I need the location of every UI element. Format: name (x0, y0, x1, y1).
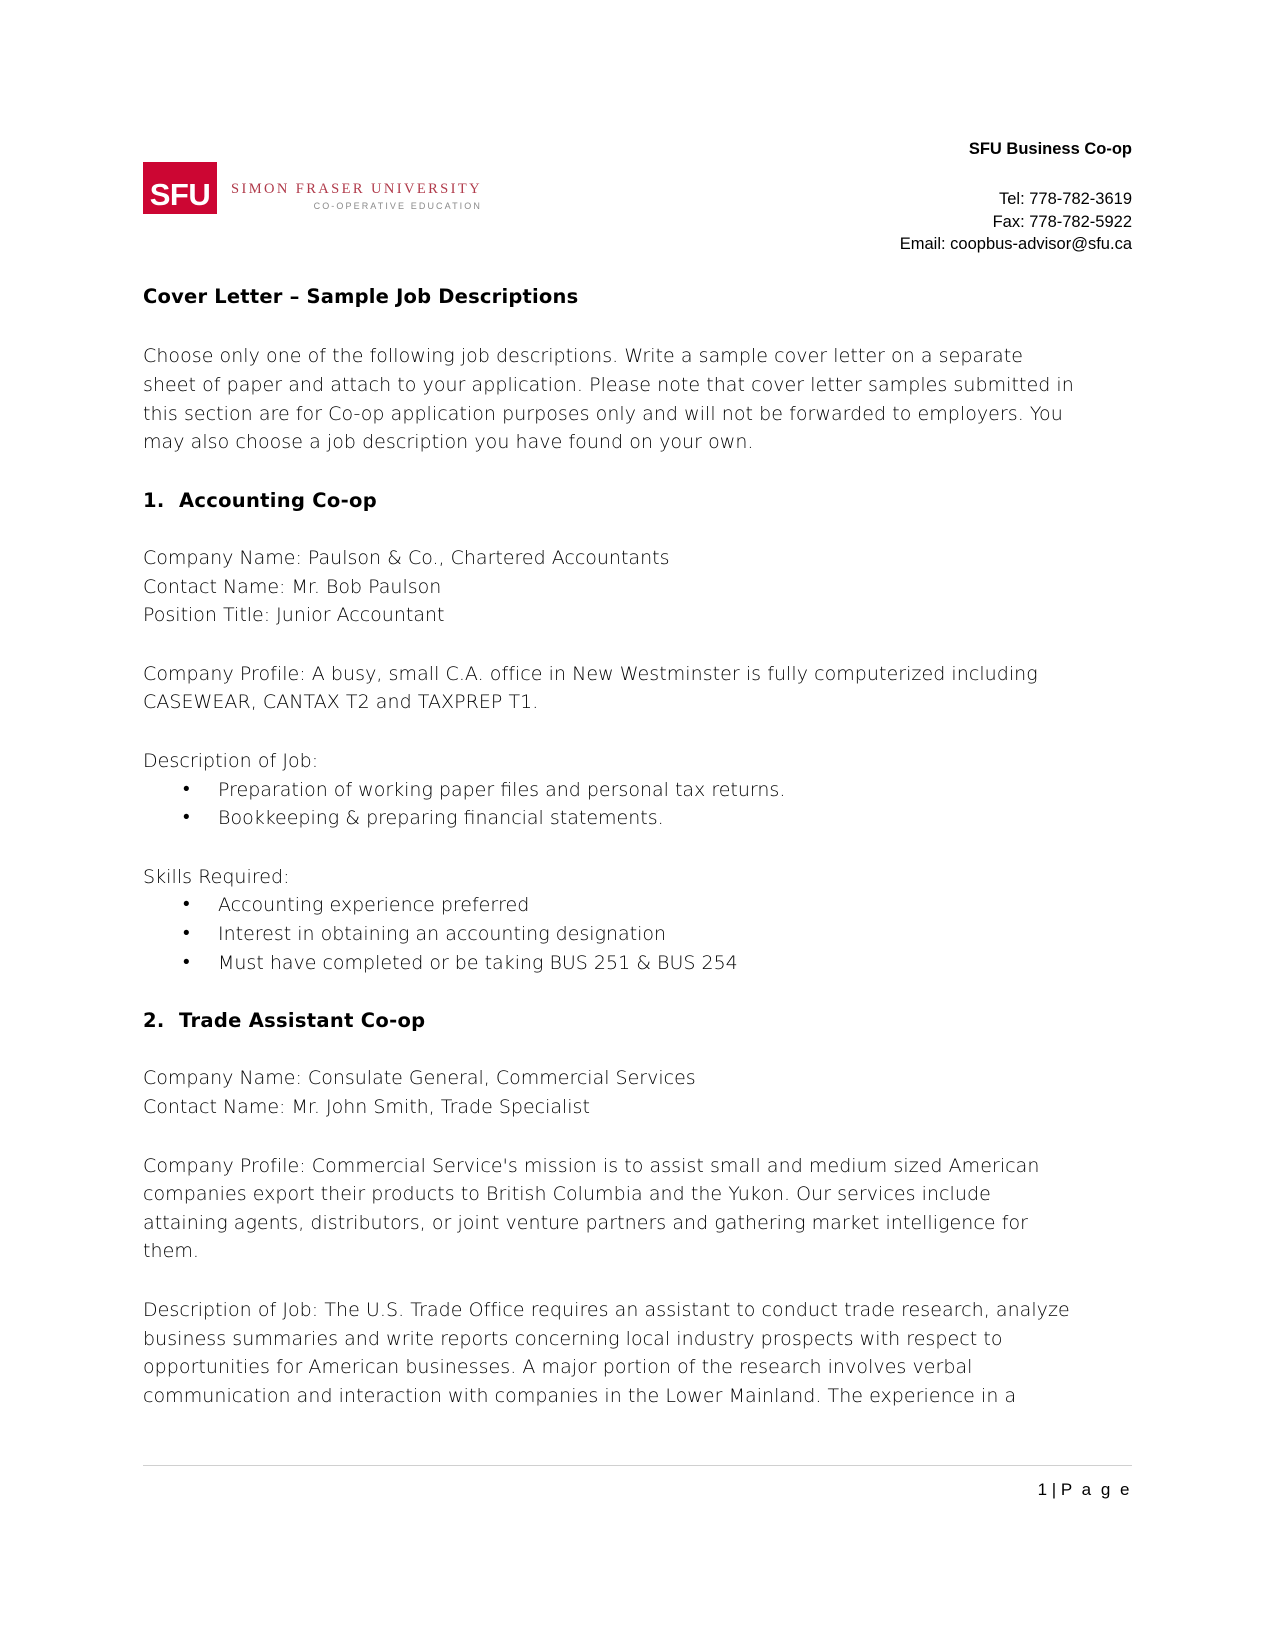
list-item: • Interest in obtaining an accounting designation (143, 920, 1075, 949)
list-item: • Must have completed or be taking BUS 251 & BUS 254 (143, 949, 1075, 978)
section-2-details (143, 1064, 1075, 1121)
section-heading-2 (143, 1007, 1075, 1034)
footer-page-label: P a g e (1060, 1480, 1132, 1499)
contact-email: Email: coopbus-advisor@sfu.ca (899, 235, 1132, 254)
contact-title: SFU Business Co-op (968, 140, 1132, 158)
section-1-details (143, 544, 1075, 630)
section-number-1: 1. (143, 488, 165, 512)
company-name-2: Company Name: Consulate General, Commercial Services (143, 1067, 696, 1090)
document-header (143, 140, 1132, 260)
company-profile-2: Company Profile: Commercial Service's mission is to assist small and medium sized American companies export their products to British Columbia and the Yukon. Our services include attaining agents, distributors, or joint venture partners and gathering market intelligence for them. (143, 1154, 1040, 1263)
description-bullets-1 (143, 776, 1075, 833)
contact-fax: Fax: 778-782-5922 (992, 212, 1132, 231)
sfu-logo (143, 162, 482, 214)
contact-name-1: Contact Name: Mr. Bob Paulson (143, 575, 442, 598)
description-2: Description of Job: The U.S. Trade Office requires an assistant to conduct trade research, analyze business summaries and write reports concerning local industry prospects with respect to opportunities for American businesses. A major portion of the research involves verbal communication and interaction with companies in the Lower Mainland. The experience in a (143, 1298, 1070, 1407)
contact-tel: Tel: 778-782-3619 (998, 189, 1132, 208)
document-footer (143, 1465, 1132, 1500)
skills-label-1: Skills Required: (143, 865, 290, 888)
section-title-2: Trade Assistant Co-op (179, 1009, 426, 1033)
footer-page-number: 1 (1037, 1480, 1048, 1499)
position-title-1: Position Title: Junior Accountant (143, 604, 445, 627)
footer-page-indicator (143, 1480, 1132, 1500)
company-profile-1: Company Profile: A busy, small C.A. office in New Westminster is fully computerized including CASEWEAR, CANTAX T2 and TAXPREP T1. (143, 662, 1038, 714)
contact-name-2: Contact Name: Mr. John Smith, Trade Specialist (143, 1096, 590, 1118)
section-number-2: 2. (143, 1009, 165, 1033)
skills-bullets-1 (143, 891, 1075, 977)
university-name: SIMON FRASER UNIVERSITY (231, 180, 482, 197)
page-title: Cover Letter – Sample Job Descriptions (143, 285, 579, 308)
section-heading-1 (143, 487, 1075, 514)
list-item: • Accounting experience preferred (143, 891, 1075, 920)
list-item: • Bookkeeping & preparing financial statements. (143, 804, 1075, 833)
company-name-1: Company Name: Paulson & Co., Chartered Accountants (143, 546, 670, 569)
intro-paragraph: Choose only one of the following job descriptions. Write a sample cover letter on a separate sheet of paper and attach to your application. Please note that cover letter samples submitted in this section are for Co-op application purposes only and will not be forwarded to employers. You may also choose a job description you have found on your own. (143, 345, 1074, 454)
sfu-logo-mark-text: SFU (149, 177, 211, 212)
sfu-logo-mark (143, 162, 217, 214)
footer-divider (143, 1465, 1132, 1466)
contact-block (900, 140, 1132, 256)
sfu-logo-wordmark (231, 180, 482, 214)
document-body (143, 284, 1075, 1440)
description-label-1: Description of Job: (143, 749, 319, 772)
section-title-1: Accounting Co-op (179, 488, 377, 512)
footer-separator: | (1051, 1480, 1057, 1499)
unit-name: CO-OPERATIVE EDUCATION (313, 201, 482, 211)
list-item: • Preparation of working paper files and personal tax returns. (143, 776, 1075, 805)
